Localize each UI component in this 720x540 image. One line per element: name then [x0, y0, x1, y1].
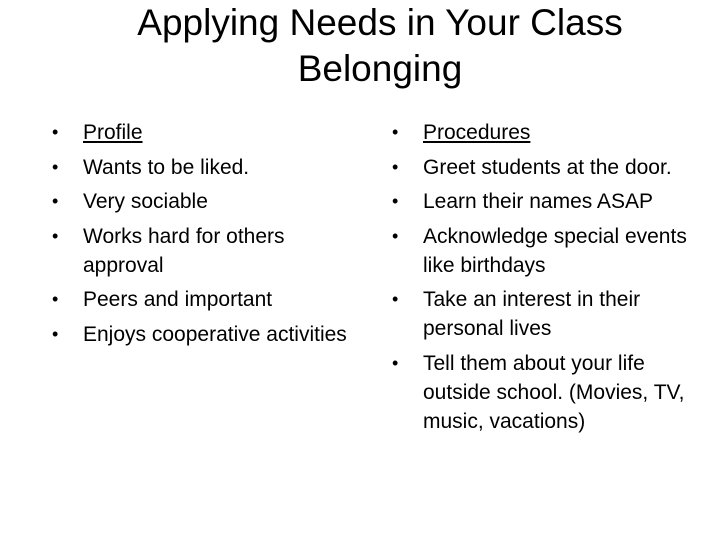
list-item — [392, 222, 714, 280]
list-item-text: Enjoys cooperative activities — [83, 322, 347, 346]
bullet-icon: • — [52, 323, 59, 344]
list-item — [52, 320, 352, 349]
list-item — [52, 187, 352, 216]
procedures-bullet-list — [392, 118, 714, 441]
list-item-text: Peers and important — [83, 288, 273, 311]
list-item — [392, 118, 714, 147]
list-item-text: Acknowledge special events like birthdays — [423, 224, 687, 277]
slide-title — [40, 0, 720, 92]
list-item — [52, 118, 352, 147]
profile-heading: Profile — [83, 121, 143, 144]
bullet-icon: • — [52, 156, 59, 177]
list-item-text: Take an interest in their personal lives — [423, 288, 641, 340]
list-item-text: Very sociable — [83, 190, 208, 213]
bullet-icon: • — [52, 289, 59, 309]
list-item — [52, 285, 352, 314]
list-item-text: Tell them about your life outside school. (Movies, TV, music, vacations) — [423, 351, 685, 433]
list-item — [392, 285, 714, 343]
bullet-icon: • — [392, 122, 399, 142]
list-item-text: Learn their names ASAP — [423, 190, 653, 213]
list-item — [392, 153, 714, 182]
list-item — [52, 153, 352, 182]
list-item — [392, 187, 714, 216]
bullet-icon: • — [52, 225, 59, 246]
bullet-icon: • — [52, 191, 59, 211]
bullet-icon: • — [52, 122, 59, 142]
list-item — [392, 349, 714, 436]
slide-title-line-2: Belonging — [297, 48, 463, 89]
procedures-heading: Procedures — [423, 121, 531, 144]
list-item — [52, 222, 352, 280]
bullet-icon: • — [392, 191, 399, 211]
list-item-text: Wants to be liked. — [83, 155, 250, 179]
bullet-icon: • — [392, 156, 399, 177]
list-item-text: Greet students at the door. — [423, 155, 672, 179]
list-item-text: Works hard for others approval — [83, 224, 285, 277]
bullet-icon: • — [392, 289, 399, 309]
profile-bullet-list — [52, 118, 352, 354]
slide-title-line-1: Applying Needs in Your Class — [137, 2, 623, 43]
bullet-icon: • — [392, 352, 399, 373]
bullet-icon: • — [392, 225, 399, 246]
